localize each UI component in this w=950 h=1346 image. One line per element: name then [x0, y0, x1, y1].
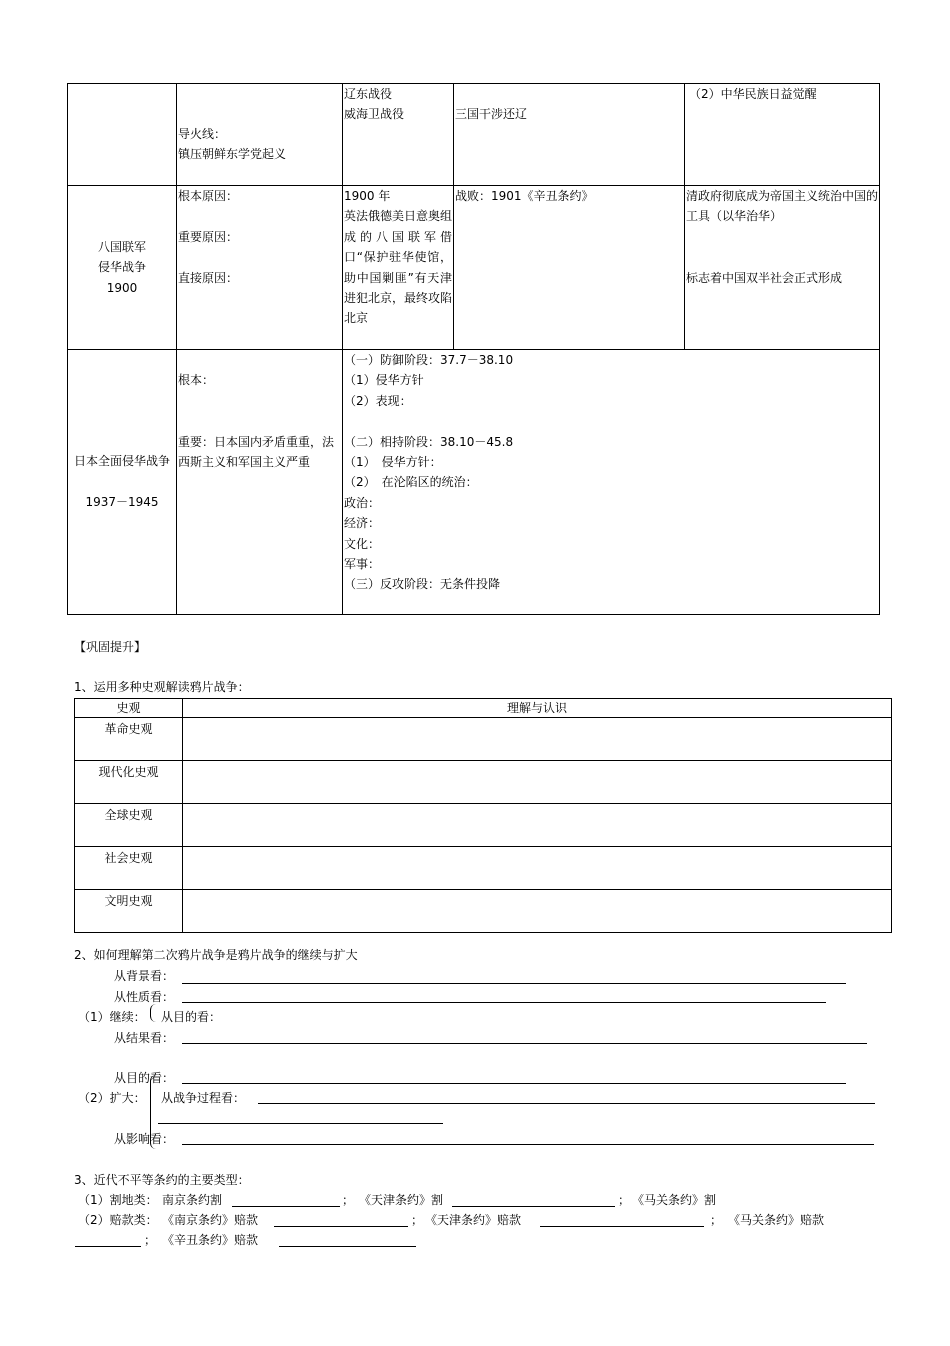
answer-cell[interactable]: [183, 847, 892, 890]
view-name: 全球史观: [75, 804, 183, 847]
separator: ；: [710, 1213, 723, 1227]
answer-blank[interactable]: [75, 1246, 141, 1247]
answer-cell[interactable]: [183, 718, 892, 761]
pay-treaty-4: 《辛丑条约》赔款: [162, 1233, 259, 1247]
process-cell: 1900 年 英法俄德美日意奥组成的八国联军借口“保护驻华使馆，助中国剿匪”有天津进犯北京，最终攻陷北京: [343, 186, 454, 350]
historical-views-table: [74, 698, 892, 933]
expand-item-impact: 从影响看：: [114, 1132, 175, 1146]
result-text: 三国干涉还辽: [455, 107, 528, 121]
answer-blank[interactable]: [182, 983, 846, 984]
pay-treaty-3: 《马关条约》赔款: [728, 1213, 825, 1227]
view-name: 革命史观: [75, 718, 183, 761]
answer-cell[interactable]: [183, 761, 892, 804]
view-name: 社会史观: [75, 847, 183, 890]
question-3-title: 3、近代不平等条约的主要类型：: [74, 1173, 250, 1187]
land-treaty-2: 《天津条约》割: [359, 1193, 444, 1207]
question-2-title: 2、如何理解第二次鸦片战争是鸦片战争的继续与扩大: [74, 948, 358, 962]
continue-item-result: 从结果看：: [114, 1031, 175, 1045]
separator: ；: [411, 1213, 424, 1227]
continue-item-purpose: 从目的看：: [161, 1010, 222, 1024]
table-row: [75, 718, 892, 761]
question-1-title: 1、运用多种史观解读鸦片战争：: [74, 680, 250, 694]
answer-blank[interactable]: [182, 1002, 826, 1003]
pay-label: （2）赔款类：: [78, 1213, 158, 1227]
view-name: 文明史观: [75, 890, 183, 933]
table-row: [75, 761, 892, 804]
table-row: [68, 186, 880, 350]
brace-icon: [150, 1004, 157, 1022]
stages-cell: （一）防御阶段：37.7－38.10 （1）侵华方针 （2）表现： （二）相持阶段：38.10－45.8 （1） 侵华方针： （2） 在沦陷区的统治： 政治： 经济： 文化： 军事： （三）反攻阶段：无条件投降: [343, 350, 880, 615]
continue-item-background: 从背景看：: [114, 969, 175, 983]
process-cell: 辽东战役 威海卫战役: [343, 84, 454, 186]
land-label: （1）割地类：: [78, 1193, 158, 1207]
impact-cell: 清政府彻底成为帝国主义统治中国的工具（以华治华） 标志着中国双半社会正式形成: [685, 186, 880, 350]
section-title: 【巩固提升】: [74, 640, 147, 654]
table-row: [75, 847, 892, 890]
result-cell: 战败：1901《辛丑条约》: [454, 186, 685, 350]
continue-label: （1）继续：: [78, 1010, 146, 1024]
cause-label: 导火线：: [178, 127, 227, 141]
land-treaty-3: 《马关条约》割: [632, 1193, 717, 1207]
answer-blank[interactable]: [274, 1226, 408, 1227]
answer-blank[interactable]: [182, 1043, 867, 1044]
table-header-row: [75, 699, 892, 718]
answer-blank[interactable]: [540, 1226, 704, 1227]
cause-value: 镇压朝鲜东学党起义: [178, 147, 287, 162]
answer-blank[interactable]: [182, 1144, 874, 1145]
separator: ；: [144, 1233, 157, 1247]
land-treaty-1: 南京条约割: [162, 1193, 223, 1207]
table-row: [68, 350, 880, 615]
separator: ；: [618, 1193, 631, 1207]
separator: ；: [342, 1193, 355, 1207]
answer-blank[interactable]: [182, 1083, 846, 1084]
table-row: [75, 804, 892, 847]
cause-cell: 根本原因： 重要原因： 直接原因：: [177, 186, 343, 350]
war-name-cell: [68, 84, 177, 186]
expand-item-purpose: 从目的看：: [114, 1071, 175, 1085]
result-cell: [454, 84, 685, 186]
pay-treaty-2: 《天津条约》赔款: [425, 1213, 522, 1227]
continue-item-nature: 从性质看：: [114, 990, 175, 1004]
war-summary-table: [67, 83, 880, 615]
cause-cell: [177, 84, 343, 186]
table-row: [75, 890, 892, 933]
answer-cell[interactable]: [183, 804, 892, 847]
impact-cell: （2）中华民族日益觉醒: [685, 84, 880, 186]
answer-cell[interactable]: [183, 890, 892, 933]
column-header: 史观: [75, 699, 183, 718]
war-name-cell: 日本全面侵华战争 1937－1945: [68, 350, 177, 615]
answer-blank[interactable]: [232, 1206, 340, 1207]
pay-treaty-1: 《南京条约》赔款: [162, 1213, 259, 1227]
cause-cell: 根本： 重要：日本国内矛盾重重，法西斯主义和军国主义严重: [177, 350, 343, 615]
answer-blank[interactable]: [258, 1103, 875, 1104]
view-name: 现代化史观: [75, 761, 183, 804]
table-row: [68, 84, 880, 186]
war-name-cell: 八国联军 侵华战争 1900: [68, 186, 177, 350]
column-header: 理解与认识: [183, 699, 892, 718]
answer-blank[interactable]: [279, 1246, 416, 1247]
answer-blank[interactable]: [158, 1123, 443, 1124]
expand-label: （2）扩大：: [78, 1091, 146, 1105]
expand-item-process: 从战争过程看：: [161, 1091, 246, 1105]
answer-blank[interactable]: [452, 1206, 615, 1207]
